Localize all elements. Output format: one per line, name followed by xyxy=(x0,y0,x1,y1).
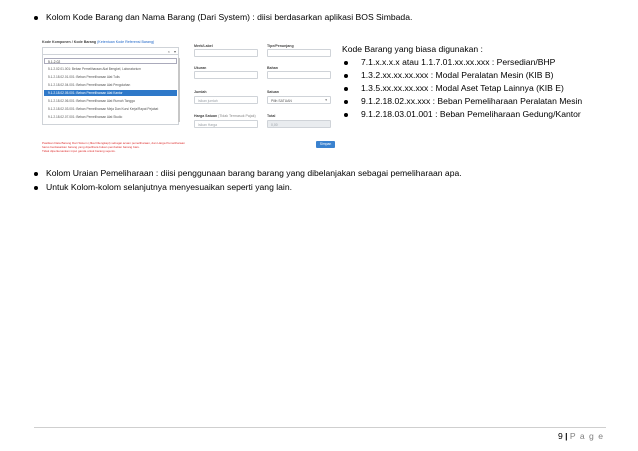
form-note: Pastikan Data Barang Dari Sistem (Jika Dilengkapi) sebagai acuan pemeliharaan, dan Harga Pemeliharaan xyxy=(42,141,185,145)
form-screenshot xyxy=(42,40,339,158)
dropdown-option[interactable]: 5.1.2.18.02.01.001: Beban Pemeliharaan Alat Tulis xyxy=(48,75,120,79)
dropdown-option[interactable]: 5.1.2.18.02.06.001: Beban Pemeliharaan Alat Rumah Tangga xyxy=(48,99,135,103)
dropdown-option[interactable]: 5.1.2.02.01.001: Beban Pemeliharaan Alat Bengkel, Laboratorium xyxy=(48,67,141,71)
page-number: 9 | P a g e xyxy=(557,431,604,441)
tipe-input[interactable] xyxy=(267,49,331,57)
bullet-icon xyxy=(344,61,348,65)
merk-input[interactable] xyxy=(194,49,258,57)
satuan-select[interactable]: Pilih SATUAN ▾ xyxy=(267,96,331,104)
bullet-icon xyxy=(34,172,38,176)
tipe-label: Tipe/Penunjang xyxy=(267,44,294,48)
save-button[interactable]: Simpan xyxy=(316,141,335,148)
bullet-icon xyxy=(34,186,38,190)
dropdown-scrollbar[interactable] xyxy=(178,58,180,122)
jumlah-label: Jumlah xyxy=(194,90,207,94)
total-label: Total xyxy=(267,114,276,118)
chevron-down-icon: ▾ xyxy=(325,98,327,102)
bullet-icon xyxy=(344,74,348,78)
kode-list-heading: Kode Barang yang biasa digunakan : xyxy=(342,44,483,54)
dropdown-option-selected[interactable]: 9.1.2.18.02.05.001: Beban Pemeliharaan Alat Kantor xyxy=(44,90,177,96)
ukuran-label: Ukuran xyxy=(194,66,207,70)
merk-label: Merk/Label xyxy=(194,44,213,48)
intro-bullet-text: Kolom Kode Barang dan Nama Barang (Dari System) : diisi berdasarkan aplikasi BOS Simbada. xyxy=(46,12,413,22)
harga-label: Harga Satuan (Tidak Termasuk Pajak) xyxy=(194,114,256,118)
dropdown-option[interactable]: 9.1.2.18.02.07.001: Beban Pemeliharaan Alat Studio xyxy=(48,115,123,119)
ukuran-input[interactable] xyxy=(194,71,258,79)
kode-barang-label: Kode Komponen / Kode Barang (Ketentuan Kode Referensi Barang) xyxy=(42,40,155,44)
dropdown-search-input[interactable]: 5.1.2.02 xyxy=(44,58,177,64)
form-note: harus berdasarkan barang yang dipelihara bukan pembelian barang baru. xyxy=(42,145,140,149)
jumlah-input[interactable]: Isikan jumlah xyxy=(194,96,258,104)
bullet-icon xyxy=(344,100,348,104)
bullet-icon xyxy=(344,113,348,117)
satuan-label: Satuan xyxy=(267,90,279,94)
footer-divider xyxy=(34,427,606,428)
bahan-input[interactable] xyxy=(267,71,331,79)
dropdown-option[interactable]: 5.1.2.18.02.03.001: Beban Pemeliharaan Meja Dan Kursi Kerja/Rapat Pejabat xyxy=(48,107,159,111)
form-note: Tidak diperkenankan input ganda untuk barang sejenis. xyxy=(42,149,116,153)
dropdown-option[interactable]: 5.1.2.18.02.04.001: Beban Pemeliharaan Alat Pengolahan xyxy=(48,83,131,87)
clear-icon[interactable]: × xyxy=(167,49,170,54)
bullet-icon xyxy=(344,87,348,91)
harga-input[interactable]: Isikan Harga xyxy=(194,120,258,128)
bahan-label: Bahan xyxy=(267,66,278,70)
kode-barang-select[interactable] xyxy=(42,47,179,55)
chevron-down-icon: ▾ xyxy=(173,49,176,54)
bullet-icon xyxy=(34,16,38,20)
total-field: 0,00 xyxy=(267,120,331,128)
